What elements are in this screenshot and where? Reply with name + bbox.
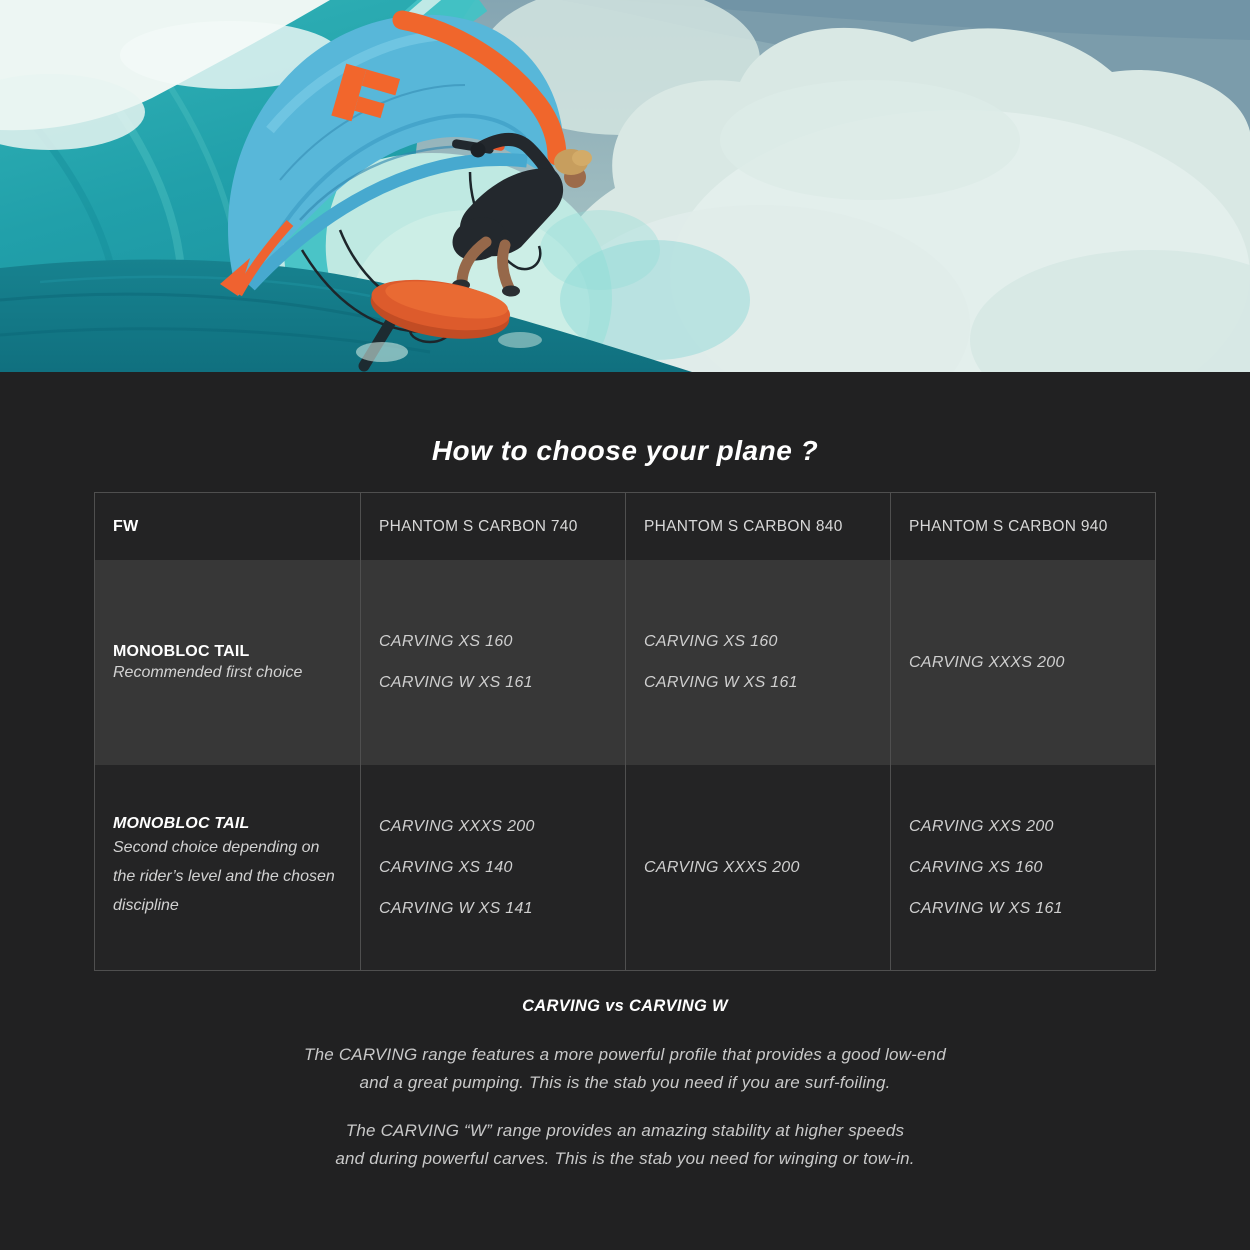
table-row-second-choice <box>95 765 1155 970</box>
stab-model: CARVING XS 160 <box>909 858 1043 876</box>
row-label-cell <box>95 560 360 765</box>
stab-model: CARVING XS 160 <box>644 633 778 650</box>
carving-paragraph <box>94 1041 1156 1097</box>
stab-model: CARVING XXS 200 <box>909 817 1054 835</box>
row-sublabel: Recommended first choice <box>113 664 303 681</box>
stab-model: CARVING XS 160 <box>379 633 513 650</box>
cell-940-second-choice <box>890 765 1155 970</box>
carving-w-paragraph <box>94 1117 1156 1173</box>
stab-model: CARVING W XS 141 <box>379 899 533 917</box>
table-header-fw: FW <box>113 517 139 535</box>
carving-paragraph-line: The CARVING range features a more powerful profile that provides a good low-end <box>304 1045 946 1064</box>
row-label-cell <box>95 765 360 970</box>
table-header-phantom-740: PHANTOM S CARBON 740 <box>360 493 625 560</box>
stab-model: CARVING XXXS 200 <box>644 858 800 876</box>
table-header-phantom-840: PHANTOM S CARBON 840 <box>625 493 890 560</box>
hero-illustration <box>0 0 1250 372</box>
comparison-table <box>94 492 1156 971</box>
cell-940-first-choice <box>890 560 1155 765</box>
rider-hand <box>471 143 486 158</box>
row-label: MONOBLOC TAIL <box>113 815 250 832</box>
table-header-phantom-940: PHANTOM S CARBON 940 <box>890 493 1155 560</box>
stab-model: CARVING W XS 161 <box>644 674 798 691</box>
stab-model: CARVING XXXS 200 <box>909 653 1065 671</box>
carving-w-paragraph-line: and during powerful carves. This is the stab you need for winging or tow-in. <box>335 1149 915 1168</box>
carving-paragraph-line: and a great pumping. This is the stab you need if you are surf-foiling. <box>359 1073 891 1092</box>
carving-vs-carving-w-title: CARVING vs CARVING W <box>522 997 728 1015</box>
carving-info-block <box>94 995 1156 1173</box>
stab-model: CARVING XXXS 200 <box>379 817 535 835</box>
table-row-first-choice <box>95 560 1155 765</box>
row-label: MONOBLOC TAIL <box>113 643 250 660</box>
stab-model: CARVING W XS 161 <box>379 674 533 691</box>
row-sublabel: Second choice depending on the rider’s level and the chosen discipline <box>113 839 335 914</box>
main-content <box>94 432 1156 1173</box>
carving-w-paragraph-line: The CARVING “W” range provides an amazing stability at higher speeds <box>345 1121 905 1140</box>
stab-model: CARVING XS 140 <box>379 858 513 876</box>
table-header-row <box>95 493 1155 560</box>
cell-840-first-choice <box>625 560 890 765</box>
cell-740-first-choice <box>360 560 625 765</box>
cell-740-second-choice <box>360 765 625 970</box>
cell-840-second-choice <box>625 765 890 970</box>
stab-model: CARVING W XS 161 <box>909 899 1063 917</box>
page-title: How to choose your plane ? <box>431 435 819 466</box>
hero-photo <box>0 0 1250 372</box>
